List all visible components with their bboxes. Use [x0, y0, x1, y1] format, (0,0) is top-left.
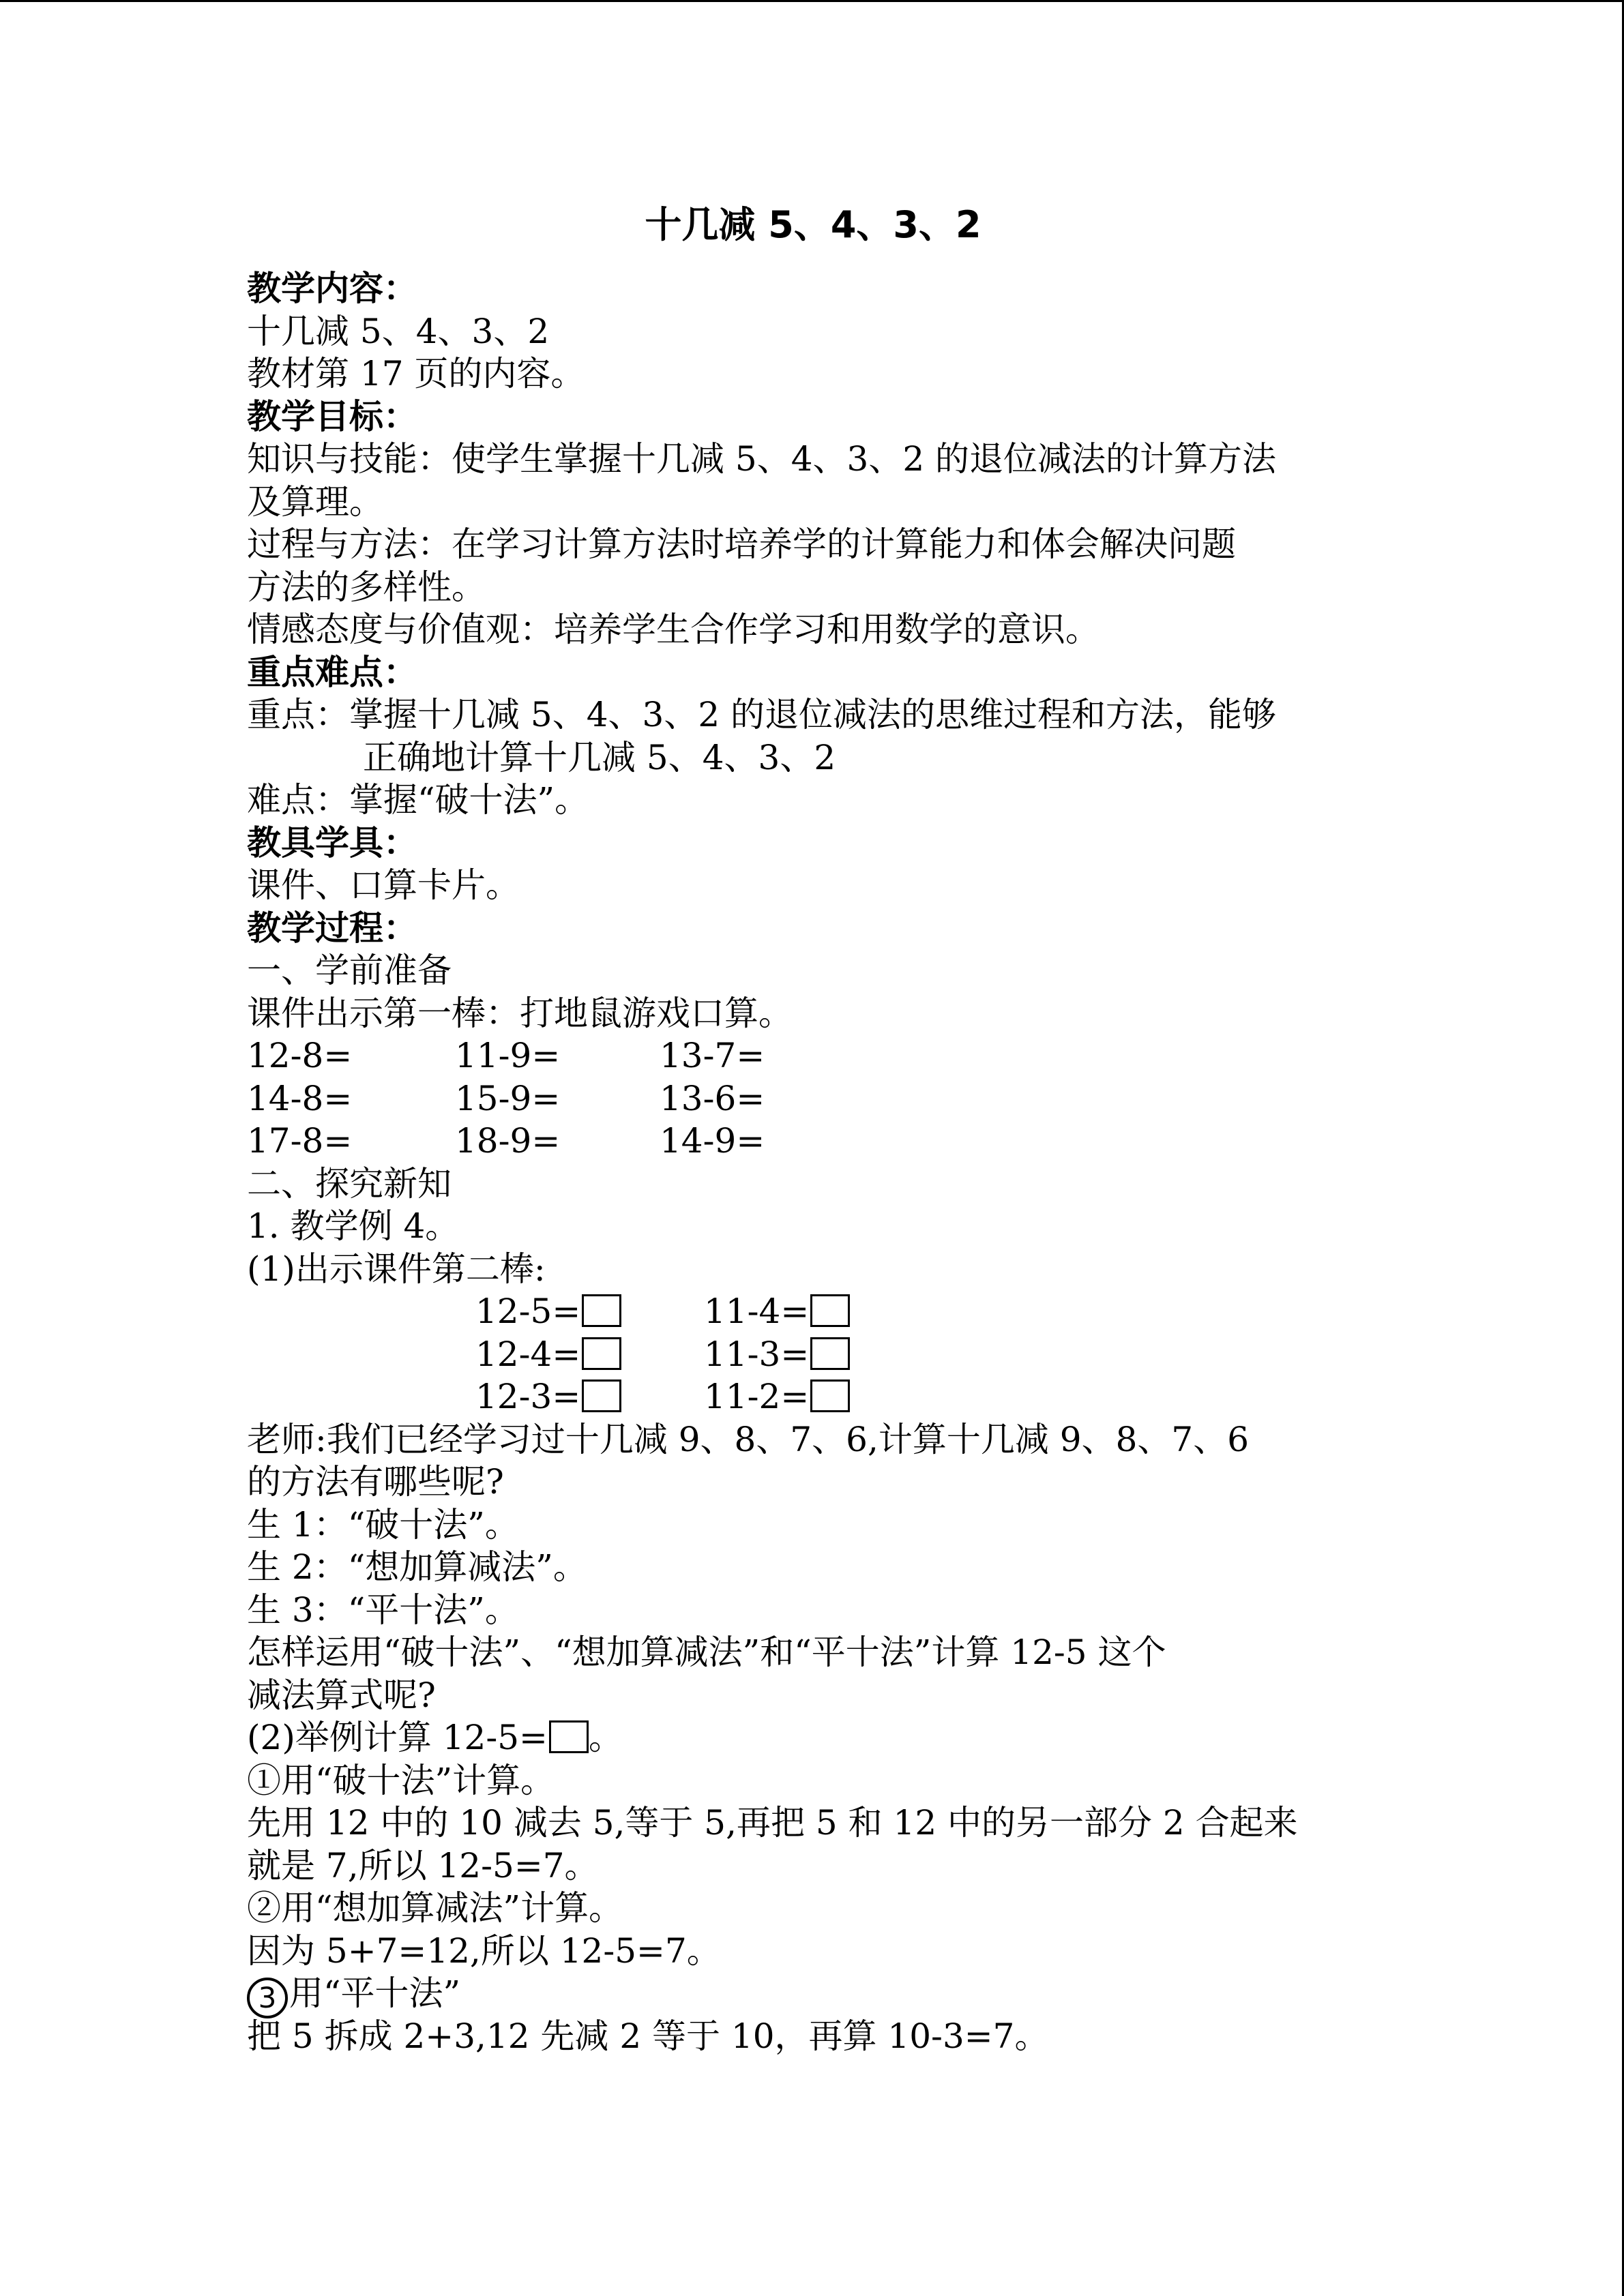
- text-span: 用“平十法”: [289, 1973, 461, 2013]
- section-heading-process: 教学过程：: [247, 908, 417, 948]
- answer-box: [810, 1294, 850, 1327]
- example-line: [247, 1716, 1379, 1759]
- text-line: 十几减 5、4、3、2: [247, 311, 550, 351]
- text-line: 课件、口算卡片。: [247, 865, 520, 905]
- warmup-equation: 11-9=: [455, 1036, 561, 1075]
- text-line: 就是 7,所以 12-5=7。: [247, 1845, 599, 1885]
- text-line: 二、探究新知: [247, 1163, 452, 1204]
- circled-number-icon: 3: [247, 1978, 288, 2018]
- text-line: 课件出示第一棒：打地鼠游戏口算。: [247, 993, 793, 1033]
- box-equation: 12-3=: [475, 1377, 581, 1416]
- text-line: 生 3：“平十法”。: [247, 1590, 519, 1630]
- example-period: 。: [588, 1718, 623, 1757]
- warmup-equation: 18-9=: [455, 1121, 561, 1161]
- text-line-with-marker: [247, 1972, 1379, 2015]
- warmup-row: [247, 1077, 1379, 1120]
- box-equation: 11-4=: [704, 1292, 810, 1331]
- section-heading-goals: 教学目标：: [247, 396, 417, 436]
- text-line: 情感态度与价值观：培养学生合作学习和用数学的意识。: [247, 610, 1099, 649]
- warmup-row: [247, 1034, 1379, 1077]
- warmup-equation: 15-9=: [455, 1078, 561, 1118]
- warmup-equation: 13-6=: [660, 1078, 765, 1118]
- warmup-equation: 13-7=: [660, 1036, 765, 1075]
- answer-box: [582, 1380, 621, 1412]
- text-line: 难点：掌握“破十法”。: [247, 780, 589, 820]
- section-heading-content: 教学内容：: [247, 269, 417, 308]
- box-equation: 12-5=: [475, 1292, 581, 1331]
- text-line: 正确地计算十几减 5、4、3、2: [363, 737, 836, 777]
- text-line: 老师:我们已经学习过十几减 9、8、7、6,计算十几减 9、8、7、6: [247, 1419, 1250, 1459]
- answer-box: [810, 1380, 850, 1412]
- text-line: 把 5 拆成 2+3,12 先减 2 等于 10，再算 10-3=7。: [247, 2016, 1049, 2056]
- page-title: 十几减 5、4、3、2: [645, 203, 981, 246]
- text-line: ②用“想加算减法”计算。: [247, 1888, 623, 1928]
- text-line: 一、学前准备: [247, 951, 452, 990]
- page-top-border: [0, 0, 1624, 2]
- box-equation: 12-4=: [475, 1334, 581, 1374]
- text-line: 及算理。: [247, 481, 383, 522]
- text-line: (1)出示课件第二棒:: [247, 1249, 546, 1289]
- example-equation: (2)举例计算 12-5=: [247, 1718, 548, 1757]
- text-line: ①用“破十法”计算。: [247, 1760, 555, 1800]
- warmup-row: [247, 1120, 1379, 1163]
- document-page: [247, 184, 1379, 2057]
- box-equation-row: [247, 1290, 1379, 1333]
- text-line: 方法的多样性。: [247, 567, 486, 607]
- box-equation: 11-3=: [704, 1334, 810, 1374]
- answer-box: [549, 1720, 589, 1753]
- text-line: 减法算式呢?: [247, 1675, 436, 1715]
- text-line: 知识与技能：使学生掌握十几减 5、4、3、2 的退位减法的计算方法: [247, 439, 1277, 479]
- text-line: 生 1：“破十法”。: [247, 1504, 519, 1545]
- text-line: 先用 12 中的 10 减去 5,等于 5,再把 5 和 12 中的另一部分 2 合起来: [247, 1803, 1298, 1843]
- text-line: 生 2：“想加算减法”。: [247, 1547, 587, 1587]
- answer-box: [582, 1337, 621, 1370]
- text-line: 的方法有哪些呢?: [247, 1462, 504, 1502]
- text-line: 1. 教学例 4。: [247, 1206, 460, 1246]
- text-line: 教材第 17 页的内容。: [247, 354, 585, 393]
- box-equation-row: [247, 1375, 1379, 1418]
- text-line: 重点：掌握十几减 5、4、3、2 的退位减法的思维过程和方法，能够: [247, 695, 1277, 734]
- warmup-equation: 14-9=: [660, 1121, 765, 1161]
- section-heading-tools: 教具学具：: [247, 822, 417, 863]
- warmup-equation: 17-8=: [247, 1121, 353, 1161]
- box-equation-row: [247, 1333, 1379, 1376]
- warmup-equation: 14-8=: [247, 1078, 353, 1118]
- answer-box: [582, 1294, 621, 1327]
- section-heading-key-points: 重点难点：: [247, 652, 417, 692]
- text-line: 过程与方法：在学习计算方法时培养学的计算能力和体会解决问题: [247, 524, 1236, 564]
- text-line: 怎样运用“破十法”、“想加算减法”和“平十法”计算 12-5 这个: [247, 1632, 1166, 1672]
- text-line: 因为 5+7=12,所以 12-5=7。: [247, 1930, 721, 1971]
- warmup-equation: 12-8=: [247, 1036, 353, 1075]
- answer-box: [810, 1337, 850, 1370]
- box-equation: 11-2=: [704, 1377, 810, 1416]
